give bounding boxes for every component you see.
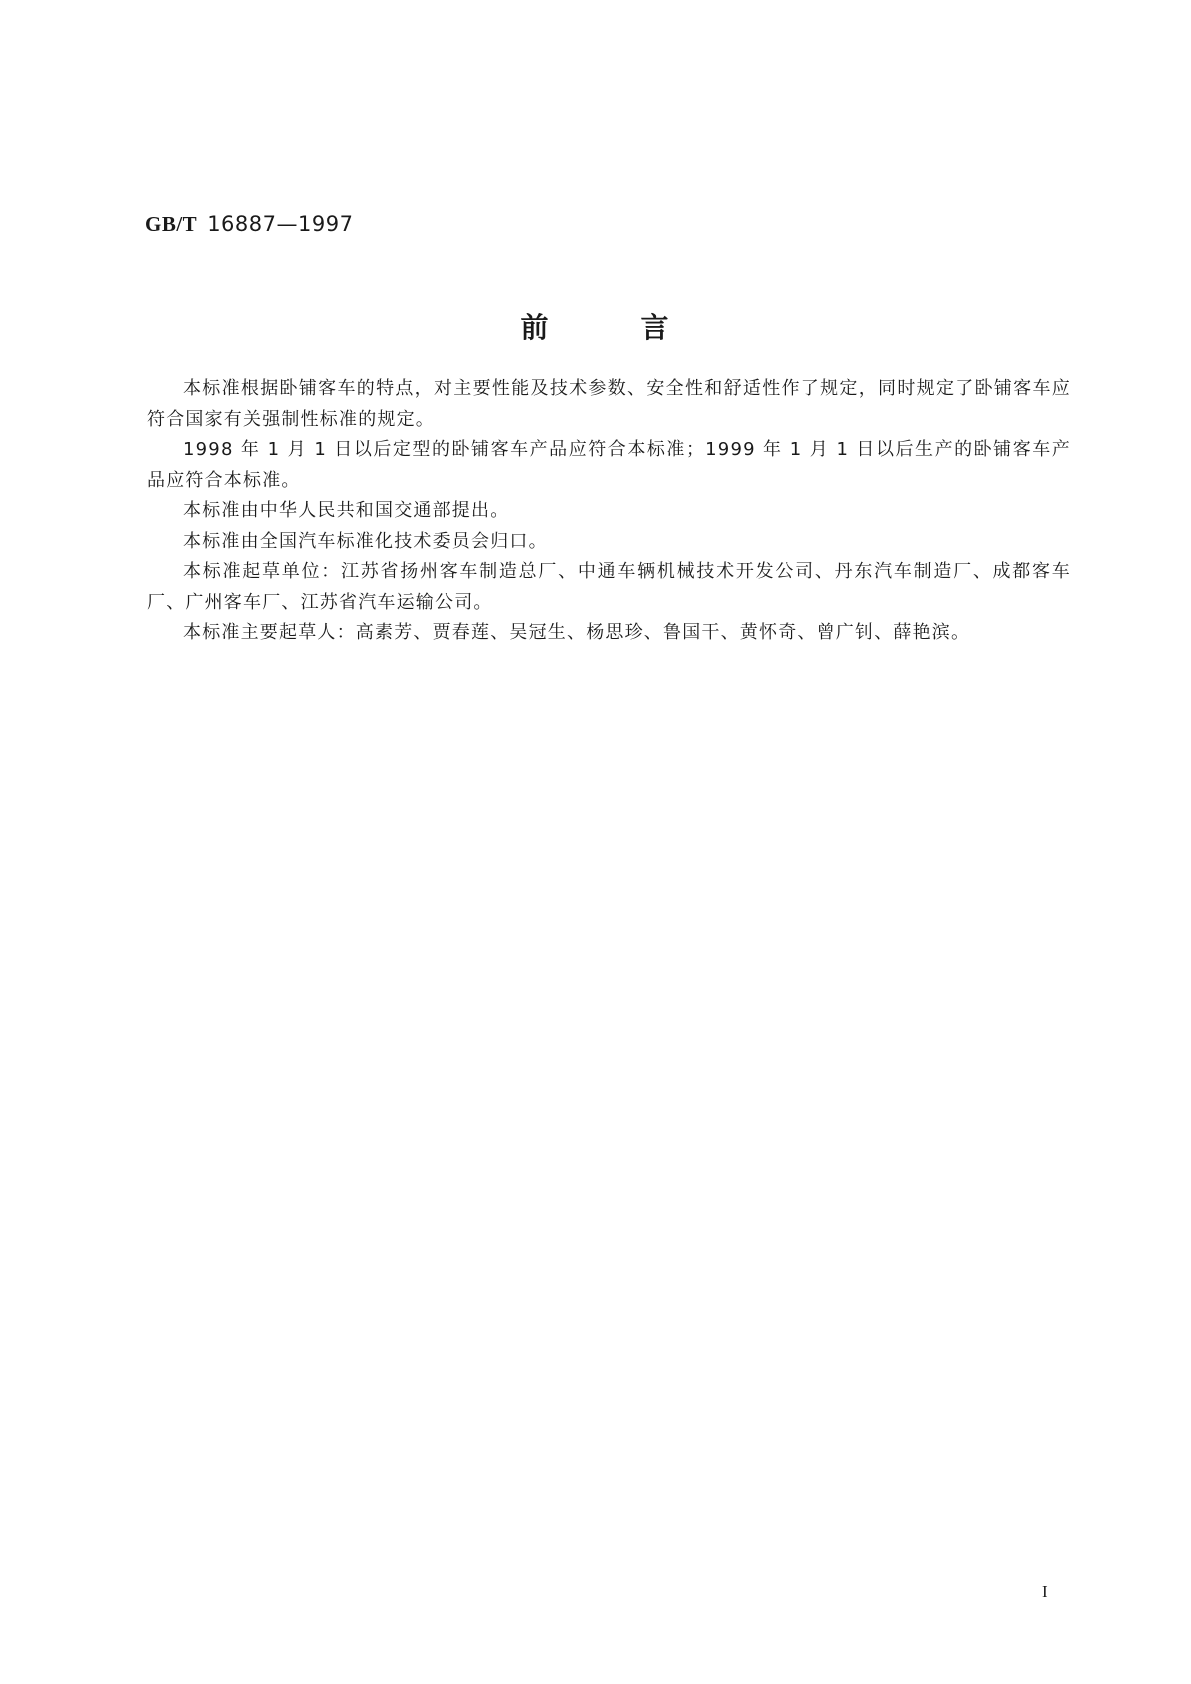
standard-number: 16887—1997 xyxy=(207,212,354,236)
title-char-2: 言 xyxy=(640,311,671,344)
paragraph-committee: 本标准由全国汽车标准化技术委员会归口。 xyxy=(183,530,548,552)
foreword-body xyxy=(147,374,1071,649)
paragraph-scope: 本标准根据卧铺客车的特点，对主要性能及技术参数、安全性和舒适性作了规定，同时规定了卧铺客车应符合国家有关强制性标准的规定。 xyxy=(147,378,1071,430)
paragraph-effective-dates: 1998 年 1 月 1 日以后定型的卧铺客车产品应符合本标准；1999 年 1 月 1 日以后生产的卧铺客车产品应符合本标准。 xyxy=(147,439,1071,491)
page-title xyxy=(0,306,1191,346)
paragraph-proposer: 本标准由中华人民共和国交通部提出。 xyxy=(183,500,510,521)
paragraph-drafting-units: 本标准起草单位：江苏省扬州客车制造总厂、中通车辆机械技术开发公司、丹东汽车制造厂、成都客车厂、广州客车厂、江苏省汽车运输公司。 xyxy=(147,561,1071,613)
title-char-1: 前 xyxy=(520,311,551,344)
standard-prefix: GB/T xyxy=(145,212,198,236)
page-number: I xyxy=(1042,1582,1048,1601)
paragraph-drafters: 本标准主要起草人：高素芳、贾春莲、吴冠生、杨思珍、鲁国干、黄怀奇、曾广钊、薛艳滨。 xyxy=(183,622,971,643)
standard-code xyxy=(145,212,353,237)
